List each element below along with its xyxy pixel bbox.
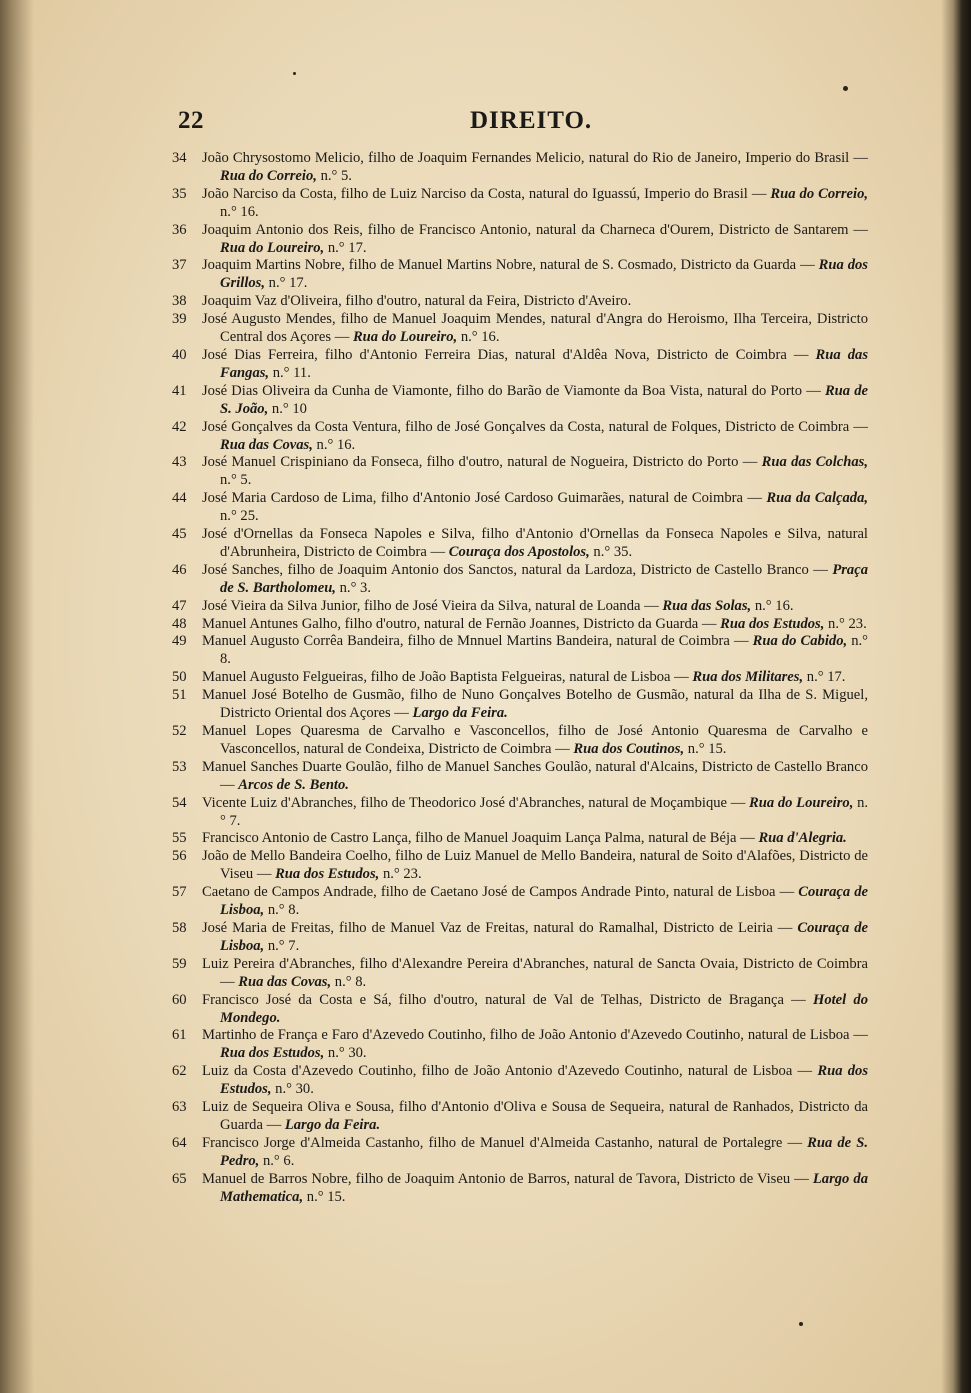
em-dash-separator: —: [698, 615, 721, 632]
entry-door-number: n.° 16.: [220, 203, 259, 220]
em-dash-separator: —: [738, 454, 762, 471]
entry-description: Manuel Sanches Duarte Goulão, filho de Manuel Sanches Goulão, natural d'Alcains, Districto de Castello Branco: [202, 758, 868, 775]
entry-number: 62: [172, 1063, 187, 1080]
entry-street: Rua da Calçada,: [766, 490, 869, 507]
entry-street: Arcos de S. Bento.: [238, 776, 349, 793]
list-item: [172, 490, 868, 526]
entry-street: Rua dos Estudos,: [220, 1063, 869, 1098]
entry-number: 43: [172, 454, 187, 471]
list-item: [172, 347, 868, 383]
entry-description: Francisco José da Costa e Sá, filho d'outro, natural de Val de Telhas, Districto de Bragança: [202, 991, 784, 1008]
list-item: [172, 848, 868, 884]
entry-description: João Chrysostomo Melicio, filho de Joaquim Fernandes Melicio, natural do Rio de Janeiro, Imperio do Brasil: [202, 150, 850, 166]
entry-door-number: n.° 17.: [806, 669, 846, 686]
entry-number: 53: [172, 758, 187, 775]
entry-description: José d'Ornellas da Fonseca Napoles e Silva, filho d'Antonio d'Ornellas da Fonseca Napoles e Silva, natural d'Abrunheira, Districto de Coimbra: [202, 526, 868, 560]
entry-text: [202, 687, 868, 723]
entry-door-number: n.° 6.: [262, 1152, 295, 1169]
entry-door-number: n.° 23.: [828, 615, 867, 632]
entry-street: Rua do Cabido,: [752, 633, 848, 650]
list-item: [172, 795, 868, 831]
entry-number: 46: [172, 561, 187, 578]
entry-street: Rua das Covas,: [238, 973, 332, 990]
entry-description: Francisco Jorge d'Almeida Castanho, filho de Manuel d'Almeida Castanho, natural de Portalegre: [202, 1134, 783, 1151]
entry-description: José Manuel Crispiniano da Fonseca, filho d'outro, natural de Nogueira, Districto do Porto: [202, 454, 739, 471]
entry-text: [202, 186, 868, 222]
entry-text: [202, 616, 868, 634]
entry-number: 40: [172, 346, 187, 363]
entry-description: Luiz da Costa d'Azevedo Coutinho, filho de João Antonio d'Azevedo Coutinho, natural de Lisboa: [202, 1063, 793, 1080]
entry-description: Manuel Augusto Felgueiras, filho de João Baptista Felgueiras, natural de Lisboa: [202, 669, 671, 686]
entry-street: Rua dos Estudos,: [220, 1045, 325, 1062]
entry-number: 36: [172, 221, 187, 238]
entry-street: Largo da Feira.: [412, 705, 508, 722]
list-item: [172, 616, 868, 634]
entry-door-number: n.° 25.: [220, 508, 259, 525]
entry-description: José Sanches, filho de Joaquim Antonio dos Sanctos, natural da Lardoza, Districto de Castello Branco: [202, 561, 809, 578]
entry-street: Couraça de Lisboa,: [220, 884, 869, 919]
entry-text: [202, 347, 868, 383]
entry-text: [202, 795, 868, 831]
entry-street: Couraça de Lisboa,: [220, 919, 868, 954]
entry-description: Francisco Antonio de Castro Lança, filho de Manuel Joaquim Lança Palma, natural de Béja: [202, 830, 737, 847]
entry-street: Hotel do Mondego.: [220, 991, 868, 1026]
em-dash-separator: —: [775, 884, 799, 901]
em-dash-separator: —: [331, 329, 353, 346]
entry-description: José Gonçalves da Costa Ventura, filho de José Gonçalves da Costa, natural de Folques, Districto de Coimbra: [202, 418, 850, 435]
entry-number: 56: [172, 848, 187, 865]
entry-number: 48: [172, 615, 187, 632]
entry-number: 55: [172, 830, 187, 847]
ink-speck: [293, 72, 296, 75]
entry-number: 61: [172, 1027, 187, 1044]
entry-text: [202, 454, 868, 490]
entry-text: [202, 150, 868, 186]
entry-door-number: n.° 5.: [220, 472, 252, 489]
em-dash-separator: —: [390, 705, 413, 722]
entry-street: Rua das Fangas,: [220, 346, 868, 381]
entry-number: 58: [172, 919, 187, 936]
entry-street: Praça de S. Bartholomeu,: [220, 561, 868, 596]
entry-text: [202, 311, 868, 347]
entry-street: Rua de S. Pedro,: [220, 1134, 868, 1169]
entry-description: Manuel José Botelho de Gusmão, filho de Nuno Gonçalves Botelho de Gusmão, natural da Ilha de S. Miguel, Districto Oriental dos Açores: [202, 687, 868, 722]
entry-number: 51: [172, 687, 187, 704]
list-item: [172, 526, 868, 562]
entry-number: 49: [172, 633, 187, 650]
entry-text: [202, 669, 868, 687]
entry-street: Rua do Correio,: [220, 167, 317, 184]
em-dash-separator: —: [849, 150, 868, 166]
em-dash-separator: —: [782, 1134, 808, 1151]
entry-text: [202, 1027, 868, 1063]
entry-text: [202, 222, 868, 258]
entry-description: Joaquim Martins Nobre, filho de Manuel Martins Nobre, natural de S. Cosmado, Districto da Guarda: [202, 257, 797, 274]
em-dash-separator: —: [727, 794, 750, 811]
entry-description: José Maria Cardoso de Lima, filho d'Antonio José Cardoso Guimarães, natural de Coimbra: [202, 490, 743, 507]
list-item: [172, 759, 868, 795]
entry-door-number: n.° 8.: [220, 633, 869, 668]
entry-description: José Vieira da Silva Junior, filho de José Vieira da Silva, natural de Loanda: [202, 597, 641, 614]
entry-description: José Dias Ferreira, filho d'Antonio Ferreira Dias, natural d'Aldêa Nova, Districto de Coimbra: [202, 346, 787, 363]
entry-number: 52: [172, 723, 187, 739]
entry-street: Rua do Loureiro,: [749, 794, 854, 811]
list-item: [172, 311, 868, 347]
entry-description: José Augusto Mendes, filho de Manuel Joaquim Mendes, natural d'Angra do Heroismo, Ilha Terceira, Districto Central dos Açores: [202, 311, 868, 346]
running-title: DIREITO.: [470, 107, 593, 134]
entry-description: Manuel Antunes Galho, filho d'outro, natural de Fernão Joannes, Districto da Guarda: [202, 615, 699, 632]
entry-text: [202, 490, 868, 526]
entry-number: 39: [172, 311, 187, 328]
entry-door-number: n.° 23.: [382, 866, 422, 883]
entry-door-number: n.° 16.: [316, 436, 356, 453]
em-dash-separator: —: [640, 597, 663, 614]
entry-door-number: n.° 11.: [272, 364, 311, 381]
entry-description: Martinho de França e Faro d'Azevedo Coutinho, filho de João Antonio d'Azevedo Coutinho, natural de Lisboa: [202, 1027, 850, 1044]
em-dash-separator: —: [220, 973, 239, 990]
entry-number: 50: [172, 669, 187, 686]
entry-text: [202, 920, 868, 956]
entry-door-number: n.° 35.: [593, 543, 633, 560]
entry-street: Rua das Covas,: [220, 436, 313, 453]
em-dash-separator: —: [736, 830, 759, 847]
em-dash-separator: —: [742, 490, 767, 507]
em-dash-separator: —: [786, 346, 816, 363]
entry-text: [202, 830, 868, 848]
entry-description: Luiz Pereira d'Abranches, filho d'Alexandre Pereira d'Abranches, natural de Sancta Ovaia, Districto de Coimbra: [202, 955, 868, 972]
em-dash-separator: —: [796, 257, 819, 274]
entry-door-number: n.° 10: [271, 400, 307, 417]
list-item: [172, 1027, 868, 1063]
list-item: [172, 186, 868, 222]
entry-number: 34: [172, 150, 187, 166]
entry-street: Rua dos Militares,: [692, 669, 804, 686]
entry-description: Caetano de Campos Andrade, filho de Caetano José de Campos Andrade Pinto, natural de Lisboa: [202, 884, 776, 901]
em-dash-separator: —: [670, 669, 693, 686]
entry-description: Vicente Luiz d'Abranches, filho de Theodorico José d'Abranches, natural de Moçambique: [202, 794, 728, 811]
entry-text: [202, 562, 868, 598]
entry-number: 44: [172, 490, 187, 507]
entry-street: Rua dos Coutinos,: [573, 740, 685, 757]
entry-number: 65: [172, 1170, 187, 1187]
list-item: [172, 293, 868, 311]
entry-door-number: n.° 7.: [220, 794, 869, 829]
entry-number: 59: [172, 955, 187, 972]
entry-door-number: n.° 30.: [327, 1045, 367, 1062]
em-dash-separator: —: [783, 991, 813, 1008]
entry-text: [202, 383, 868, 419]
entry-text: [202, 257, 868, 293]
entry-number: 47: [172, 597, 187, 614]
list-item: [172, 383, 868, 419]
entry-description: João Narciso da Costa, filho de Luiz Narciso da Costa, natural do Iguassú, Imperio do Brasil: [202, 185, 748, 202]
ink-speck: [799, 1322, 803, 1326]
list-item: [172, 454, 868, 490]
em-dash-separator: —: [792, 1063, 818, 1080]
entry-text: [202, 1063, 868, 1099]
entry-street: Rua dos Grillos,: [220, 257, 868, 292]
entry-text: [202, 884, 868, 920]
list-item: [172, 150, 868, 186]
entry-street: Rua dos Estudos,: [275, 866, 380, 883]
entry-text: [202, 598, 868, 616]
entry-street: Couraça dos Apostolos,: [448, 543, 590, 560]
entry-street: Largo da Feira.: [284, 1116, 381, 1133]
list-item: [172, 669, 868, 687]
em-dash-separator: —: [220, 776, 239, 793]
em-dash-separator: —: [802, 382, 825, 399]
em-dash-separator: —: [729, 633, 753, 650]
list-item: [172, 723, 868, 759]
list-item: [172, 1099, 868, 1135]
entry-door-number: n.° 7.: [267, 937, 300, 954]
em-dash-separator: —: [253, 866, 276, 883]
entry-number: 54: [172, 794, 187, 811]
entry-description: Manuel de Barros Nobre, filho de Joaquim Antonio de Barros, natural de Tavora, Districto de Viseu: [202, 1170, 791, 1187]
entry-door-number: n.° 15.: [687, 740, 727, 757]
entry-number: 60: [172, 991, 187, 1008]
entry-number: 64: [172, 1134, 187, 1151]
entry-street: Rua do Loureiro,: [220, 239, 325, 256]
entry-number: 35: [172, 185, 187, 202]
entry-street: Rua do Correio,: [770, 185, 869, 202]
entry-street: Rua do Loureiro,: [352, 329, 458, 346]
entry-number: 57: [172, 884, 187, 901]
em-dash-separator: —: [262, 1116, 285, 1133]
list-item: [172, 562, 868, 598]
em-dash-separator: —: [848, 221, 868, 238]
entry-street: Rua dos Estudos,: [720, 615, 825, 632]
entry-text: [202, 1135, 868, 1171]
entry-text: [202, 759, 868, 795]
em-dash-separator: —: [790, 1170, 813, 1187]
list-item: [172, 1063, 868, 1099]
entry-number: 42: [172, 418, 187, 435]
list-item: [172, 884, 868, 920]
entry-text: [202, 293, 868, 311]
list-item: [172, 598, 868, 616]
entry-text: [202, 992, 868, 1028]
entry-door-number: n.° 16.: [460, 329, 500, 346]
entry-door-number: n.° 17.: [327, 239, 367, 256]
list-item: [172, 1171, 868, 1207]
entry-street: Rua de S. João,: [220, 382, 869, 417]
em-dash-separator: —: [747, 185, 771, 202]
entry-text: [202, 723, 868, 759]
entry-description: José Maria de Freitas, filho de Manuel Vaz de Freitas, natural do Ramalhal, Districto de Leiria: [202, 919, 773, 936]
em-dash-separator: —: [808, 561, 833, 578]
entry-description: José Dias Oliveira da Cunha de Viamonte, filho do Barão de Viamonte da Boa Vista, natural do Porto: [202, 382, 803, 399]
entry-number: 45: [172, 526, 187, 543]
list-item: [172, 222, 868, 258]
entry-number: 41: [172, 382, 187, 399]
entry-list: [172, 150, 868, 1206]
entry-door-number: n.° 15.: [306, 1188, 346, 1205]
list-item: [172, 633, 868, 669]
entry-text: [202, 526, 868, 562]
entry-street: Rua d'Alegria.: [758, 830, 847, 847]
page-number: 22: [178, 107, 204, 134]
entry-number: 63: [172, 1099, 187, 1116]
entry-text: [202, 956, 868, 992]
entry-text: [202, 848, 868, 884]
entry-number: 38: [172, 293, 187, 310]
entry-description: Joaquim Vaz d'Oliveira, filho d'outro, natural da Feira, Districto d'Aveiro.: [202, 293, 632, 310]
entry-door-number: n.° 8.: [334, 973, 367, 990]
list-item: [172, 830, 868, 848]
entry-door-number: n.° 30.: [275, 1081, 314, 1098]
entry-door-number: n.° 8.: [267, 902, 300, 919]
entry-description: Luiz de Sequeira Oliva e Sousa, filho d'Antonio d'Oliva e Sousa de Sequeira, natural de Ranhados, Districto da Guarda: [202, 1099, 868, 1133]
entry-text: [202, 1171, 868, 1207]
entry-description: Manuel Augusto Corrêa Bandeira, filho de Mnnuel Martins Bandeira, natural de Coimbra: [202, 633, 730, 650]
entry-description: Joaquim Antonio dos Reis, filho de Francisco Antonio, natural da Charneca d'Ourem, Districto de Santarem: [202, 221, 849, 238]
em-dash-separator: —: [772, 919, 798, 936]
entry-street: Largo da Mathematica,: [220, 1170, 868, 1205]
list-item: [172, 257, 868, 293]
entry-door-number: n.° 16.: [754, 597, 794, 614]
em-dash-separator: —: [426, 543, 449, 560]
entry-door-number: n.° 17.: [268, 275, 308, 292]
list-item: [172, 419, 868, 455]
entry-text: [202, 633, 868, 669]
em-dash-separator: —: [551, 740, 574, 757]
entry-door-number: n.° 3.: [339, 579, 372, 596]
entry-description: Manuel Lopes Quaresma de Carvalho e Vasconcellos, filho de José Antonio Quaresma de Carvalho e Vasconcellos, natural de Condeixa, Districto de Coimbra: [202, 723, 868, 757]
entry-description: João de Mello Bandeira Coelho, filho de Luiz Manuel de Mello Bandeira, natural de Soito d'Alafões, Districto de Viseu: [202, 848, 868, 883]
page-header: [178, 107, 593, 143]
list-item: [172, 1135, 868, 1171]
entry-street: Rua das Colchas,: [761, 454, 869, 471]
entry-text: [202, 1099, 868, 1135]
entry-street: Rua das Solas,: [662, 597, 752, 614]
entry-number: 37: [172, 257, 187, 274]
em-dash-separator: —: [849, 1027, 868, 1044]
em-dash-separator: —: [849, 418, 868, 435]
list-item: [172, 920, 868, 956]
entry-text: [202, 419, 868, 455]
list-item: [172, 687, 868, 723]
ink-speck: [843, 86, 848, 91]
list-item: [172, 956, 868, 992]
list-item: [172, 992, 868, 1028]
entry-door-number: n.° 5.: [320, 167, 352, 184]
